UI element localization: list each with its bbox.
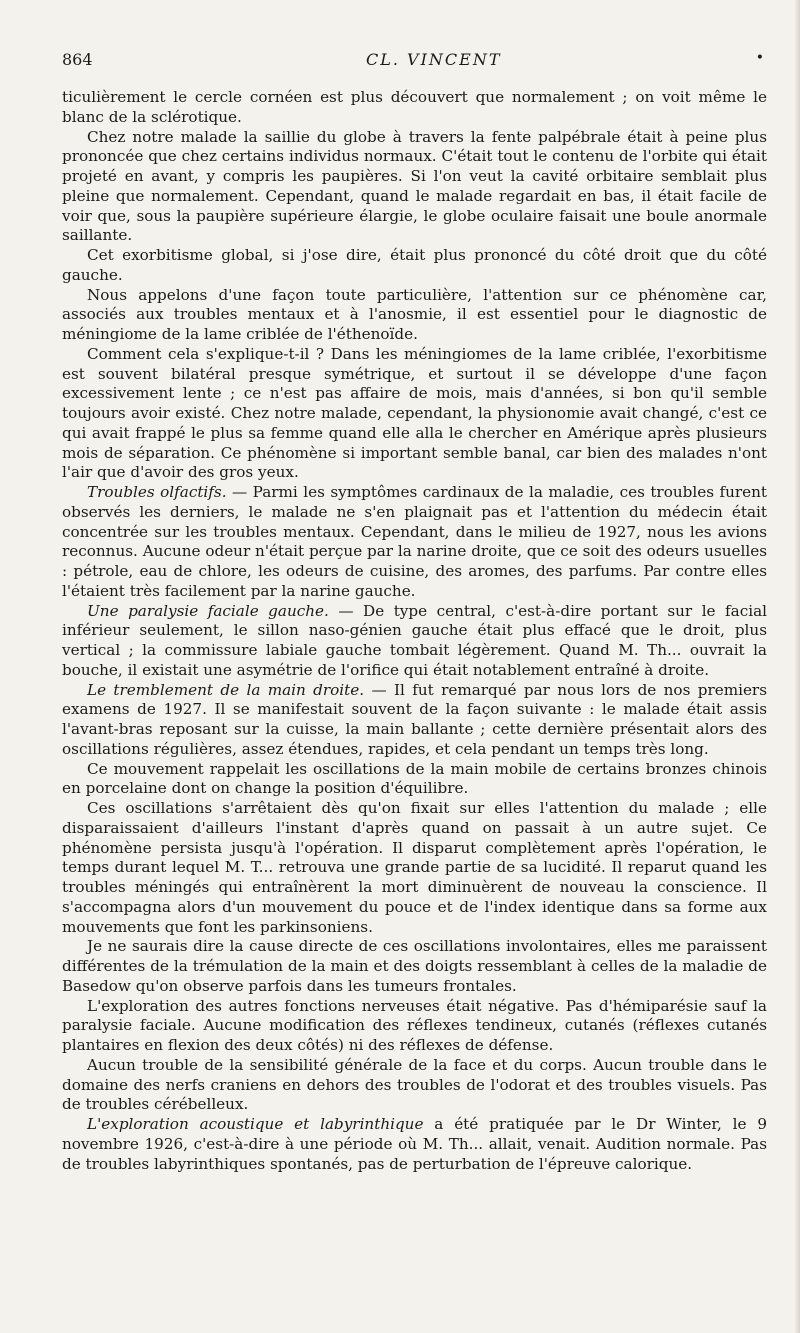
paragraph <box>62 1056 767 1115</box>
paragraph <box>62 602 767 681</box>
paragraph-lead: Une paralysie faciale gauche. <box>87 601 329 620</box>
paragraph <box>62 483 767 602</box>
paragraph-text: Ces oscillations s'arrêtaient dès qu'on fixait sur elles l'attention du malade ; elle disparaissaient d'ailleurs l'instant d'après quand on passait à un autre sujet. Ce phénomène persista jusqu'à l'opération. Il disparut complètement après l'opération, le temps durant lequel M. T... retrouva une grande partie de sa lucidité. Il reparut quand les troubles méningés qui entraînèrent la mort diminuèrent de nouveau la conscience. Il s'accompagna alors d'un mouvement du pouce et de l'index identique dans sa forme aux mouvements que font les parkinsoniens. <box>62 799 767 936</box>
page-header <box>62 50 770 76</box>
paragraph-text: Je ne saurais dire la cause directe de ces oscillations involontaires, elles me paraissent différentes de la trémulation de la main et des doigts ressemblant à celles de la maladie de Basedow qu'on observe parfois dans les tumeurs frontales. <box>62 937 767 995</box>
paragraph <box>62 760 767 800</box>
paragraph <box>62 1115 767 1174</box>
paragraph-text: Nous appelons d'une façon toute particulière, l'attention sur ce phénomène car, associés aux troubles mentaux et à l'anosmie, il est essentiel pour le diagnostic de méningiome de la lame criblée de l'éthenoïde. <box>62 285 767 343</box>
paragraph-lead: Le tremblement de la main droite. <box>87 680 365 699</box>
paragraph-text: Cet exorbitisme global, si j'ose dire, était plus prononcé du côté droit que du côté gauche. <box>62 246 767 284</box>
paragraph-text: a été pratiquée par le Dr Winter, le 9 novembre 1926, c'est-à-dire à une période où M. Th... allait, venait. Audition normale. Pas de troubles labyrinthiques spontanés, pas de perturbation de l'épreuve calorique. <box>62 1115 767 1173</box>
paragraph-lead: L'exploration acoustique et labyrinthique <box>87 1115 424 1133</box>
paragraph-text: — Il fut remarqué par nous lors de nos premiers examens de 1927. Il se manifestait souvent de la façon suivante : le malade était assis l'avant-bras reposant sur la cuisse, la main ballante ; cette dernière présentait alors des oscillations régulières, assez étendues, rapides, et cela pendant un temps très long. <box>62 680 767 758</box>
scan-edge-shadow <box>794 0 800 1333</box>
paragraph-text: Chez notre malade la saillie du globe à travers la fente palpébrale était à peine plus prononcée que chez certains individus normaux. C'était tout le contenu de l'orbite qui était projeté en avant, y compris les paupières. Si l'on veut la cavité orbitaire semblait plus pleine que normalement. Cependant, quand le malade regardait en bas, il était facile de voir que, sous la paupière supérieure élargie, le globe oculaire faisait une boule anormale saillante. <box>62 127 767 245</box>
paragraph-text: Comment cela s'explique-t-il ? Dans les méningiomes de la lame criblée, l'exorbitisme est souvent bilatéral presque symétrique, et surtout il se développe d'une façon excessivement lente ; ce n'est pas affaire de mois, mais d'années, si bon qu'il semble toujours avoir existé. Chez notre malade, cependant, la physionomie avait changé, c'est ce qui avait frappé le plus sa femme quand elle alla le chercher en Amérique après plusieurs mois de séparation. Ce phénomène si important semble banal, car bien des malades n'ont l'air que d'avoir des gros yeux. <box>62 344 767 482</box>
paragraph-text: Aucun trouble de la sensibilité générale de la face et du corps. Aucun trouble dans le domaine des nerfs craniens en dehors des troubles de l'odorat et des troubles visuels. Pas de troubles cérébelleux. <box>62 1055 767 1114</box>
running-title: CL. VINCENT <box>366 50 502 69</box>
paragraph-lead: Troubles olfactifs. <box>87 483 227 501</box>
header-mark: • <box>755 50 764 66</box>
paragraph-text: — De type central, c'est-à-dire portant sur le facial inférieur seulement, le sillon naso-génien gauche était plus effacé que le droit, plus vertical ; la commissure labiale gauche tombait légèrement. Quand M. Th... ouvrait la bouche, il existait une asymétrie de l'orifice qui était notablement entraîné à droite. <box>62 601 767 679</box>
paragraph <box>62 997 767 1056</box>
body-text <box>62 88 767 1174</box>
paragraph <box>62 681 767 760</box>
paragraph <box>62 799 767 937</box>
paragraph <box>62 345 767 483</box>
paragraph <box>62 246 767 286</box>
page-number: 864 <box>62 50 93 69</box>
paragraph-text: Ce mouvement rappelait les oscillations de la main mobile de certains bronzes chinois en porcelaine dont on change la position d'équilibre. <box>62 759 767 798</box>
paragraph-text: L'exploration des autres fonctions nerveuses était négative. Pas d'hémiparésie sauf la paralysie faciale. Aucune modification des réflexes tendineux, cutanés (réflexes cutanés plantaires en flexion des deux côtés) ni des réflexes de défense. <box>62 996 767 1054</box>
paragraph <box>62 937 767 996</box>
paragraph <box>62 128 767 247</box>
paragraph <box>62 88 767 128</box>
paragraph-text: ticulièrement le cercle cornéen est plus découvert que normalement ; on voit même le blanc de la sclérotique. <box>62 88 767 126</box>
paragraph-text: — Parmi les symptômes cardinaux de la maladie, ces troubles furent observés les derniers, le malade ne s'en plaignait pas et l'attention du médecin était concentrée sur les troubles mentaux. Cependant, dans le milieu de 1927, nous les avions reconnus. Aucune odeur n'était perçue par la narine droite, que ce soit des odeurs usuelles : pétrole, eau de chlore, les odeurs de cuisine, des aromes, des parfums. Par contre elles l'étaient très facilement par la narine gauche. <box>62 483 767 600</box>
paragraph <box>62 286 767 345</box>
